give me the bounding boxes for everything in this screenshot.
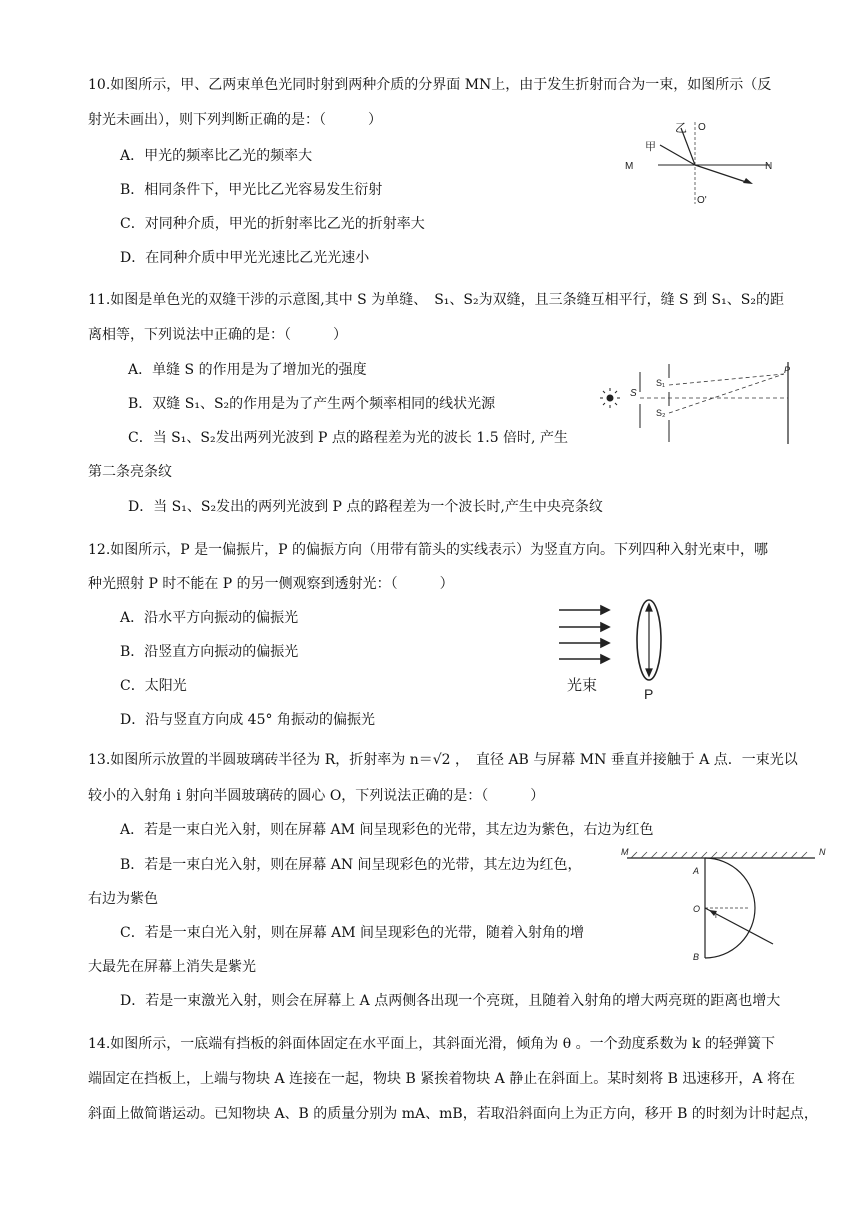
label-i: i [715, 911, 717, 920]
q13-option-d: D．若是一束激光入射，则会在屏幕上 A 点两侧各出现一个亮斑，且随着入射角的增大两亮斑的距离也增大 [120, 993, 781, 1009]
q10-stem-line2: 射光未画出），则下列判断正确的是：（ ） [88, 112, 382, 128]
label-s2: S₂ [656, 408, 666, 418]
light-source-icon [600, 388, 620, 408]
label-a: A [693, 866, 700, 876]
refracted-ray [695, 165, 749, 183]
q11-stem-line1: 11.如图是单色光的双缝干涉的示意图,其中 S 为单缝、 S₁、S₂为双缝，且三条缝互相平行，缝 S 到 S₁、S₂的距 [88, 292, 784, 308]
q13-option-a: A．若是一束白光入射，则在屏幕 AM 间呈现彩色的光带，其左边为紫色，右边为红色 [120, 822, 654, 838]
q11-double-slit-figure [592, 360, 802, 450]
q12-stem-line1: 12.如图所示，P 是一偏振片，P 的偏振方向（用带有箭头的实线表示）为竖直方向。下列四种入射光束中，哪 [88, 542, 769, 558]
label-o: O [693, 904, 701, 914]
q11-option-c-cont: 第二条亮条纹 [88, 464, 172, 480]
label-b: B [693, 952, 700, 962]
q12-option-d: D．沿与竖直方向成 45° 角振动的偏振光 [120, 712, 375, 728]
label-jia: 甲 [645, 141, 656, 153]
screen-hatching [631, 852, 807, 858]
light-beam-arrows [559, 606, 609, 663]
q12-option-c: C．太阳光 [120, 678, 187, 694]
path-s1-p [669, 374, 784, 385]
q11-option-a: A．单缝 S 的作用是为了增加光的强度 [128, 362, 367, 378]
q10-stem-line1: 10.如图所示，甲、乙两束单色光同时射到两种介质的分界面 MN上，由于发生折射而合为一束，如图所示（反 [88, 77, 772, 93]
label-s: S [630, 388, 637, 399]
q10-option-a: A．甲光的频率比乙光的频率大 [120, 148, 313, 164]
q11-option-c: C．当 S₁、S₂发出两列光波到 P 点的路程差为光的波长 1.5 倍时, 产生 [128, 430, 568, 446]
q12-stem-line2: 种光照射 P 时不能在 P 的另一侧观察到透射光：（ ） [88, 576, 454, 592]
q10-option-d: D．在同种介质中甲光光速比乙光光速小 [120, 250, 370, 266]
label-n: N [819, 847, 826, 857]
q13-option-c-cont: 大最先在屏幕上消失是紫光 [88, 959, 256, 975]
label-light-beam: 光束 [567, 677, 598, 694]
q12-option-b: B．沿竖直方向振动的偏振光 [120, 644, 299, 660]
q10-option-b: B．相同条件下，甲光比乙光容易发生衍射 [120, 182, 383, 198]
label-m: M [621, 847, 629, 857]
arrowhead [743, 178, 753, 184]
q13-semicircle-glass-figure [615, 840, 830, 970]
q14-stem-line2: 端固定在挡板上，上端与物块 A 连接在一起，物块 B 紧挨着物块 A 静止在斜面上。某时刻将 B 迅速移开，A 将在 [88, 1071, 795, 1087]
label-m: M [625, 161, 634, 172]
q13-stem-line1: 13.如图所示放置的半圆玻璃砖半径为 R，折射率为 n＝√2 ， 直径 AB 与屏幕 MN 垂直并接触于 A 点．一束光以 [88, 752, 798, 768]
q10-refraction-figure [615, 112, 790, 217]
label-n: N [765, 161, 773, 172]
q14-stem-line1: 14.如图所示，一底端有挡板的斜面体固定在水平面上，其斜面光滑，倾角为 θ 。一个劲度系数为 k 的轻弹簧下 [88, 1036, 775, 1052]
q14-stem-line3: 斜面上做简谐运动。已知物块 A、B 的质量分别为 mA、mB，若取沿斜面向上为正方向，移开 B 的时刻为计时起点， [88, 1106, 818, 1122]
q12-option-a: A．沿水平方向振动的偏振光 [120, 610, 299, 626]
polarization-direction-arrow [646, 604, 652, 676]
ray-jia [660, 145, 695, 165]
label-o-prime: O' [697, 195, 707, 206]
label-p: P [644, 686, 654, 702]
q13-option-b: B．若是一束白光入射，则在屏幕 AN 间呈现彩色的光带，其左边为红色， [120, 857, 582, 873]
q11-option-b: B．双缝 S₁、S₂的作用是为了产生两个频率相同的线状光源 [128, 396, 496, 412]
label-p: P [784, 365, 791, 375]
q11-option-d: D．当 S₁、S₂发出的两列光波到 P 点的路程差为一个波长时,产生中央亮条纹 [128, 499, 603, 515]
q13-option-b-cont: 右边为紫色 [88, 891, 158, 907]
label-yi: 乙 [675, 121, 688, 135]
q12-polarizer-figure [555, 595, 675, 705]
q13-option-c: C．若是一束白光入射，则在屏幕 AM 间呈现彩色的光带，随着入射角的增 [120, 925, 585, 941]
q11-stem-line2: 离相等，下列说法中正确的是：（ ） [88, 327, 347, 343]
label-o: O [698, 122, 706, 133]
label-s1: S₁ [656, 378, 666, 388]
q10-option-c: C．对同种介质，甲光的折射率比乙光的折射率大 [120, 216, 425, 232]
q13-stem-line2: 较小的入射角 i 射向半圆玻璃砖的圆心 O，下列说法正确的是：（ ） [88, 788, 545, 804]
